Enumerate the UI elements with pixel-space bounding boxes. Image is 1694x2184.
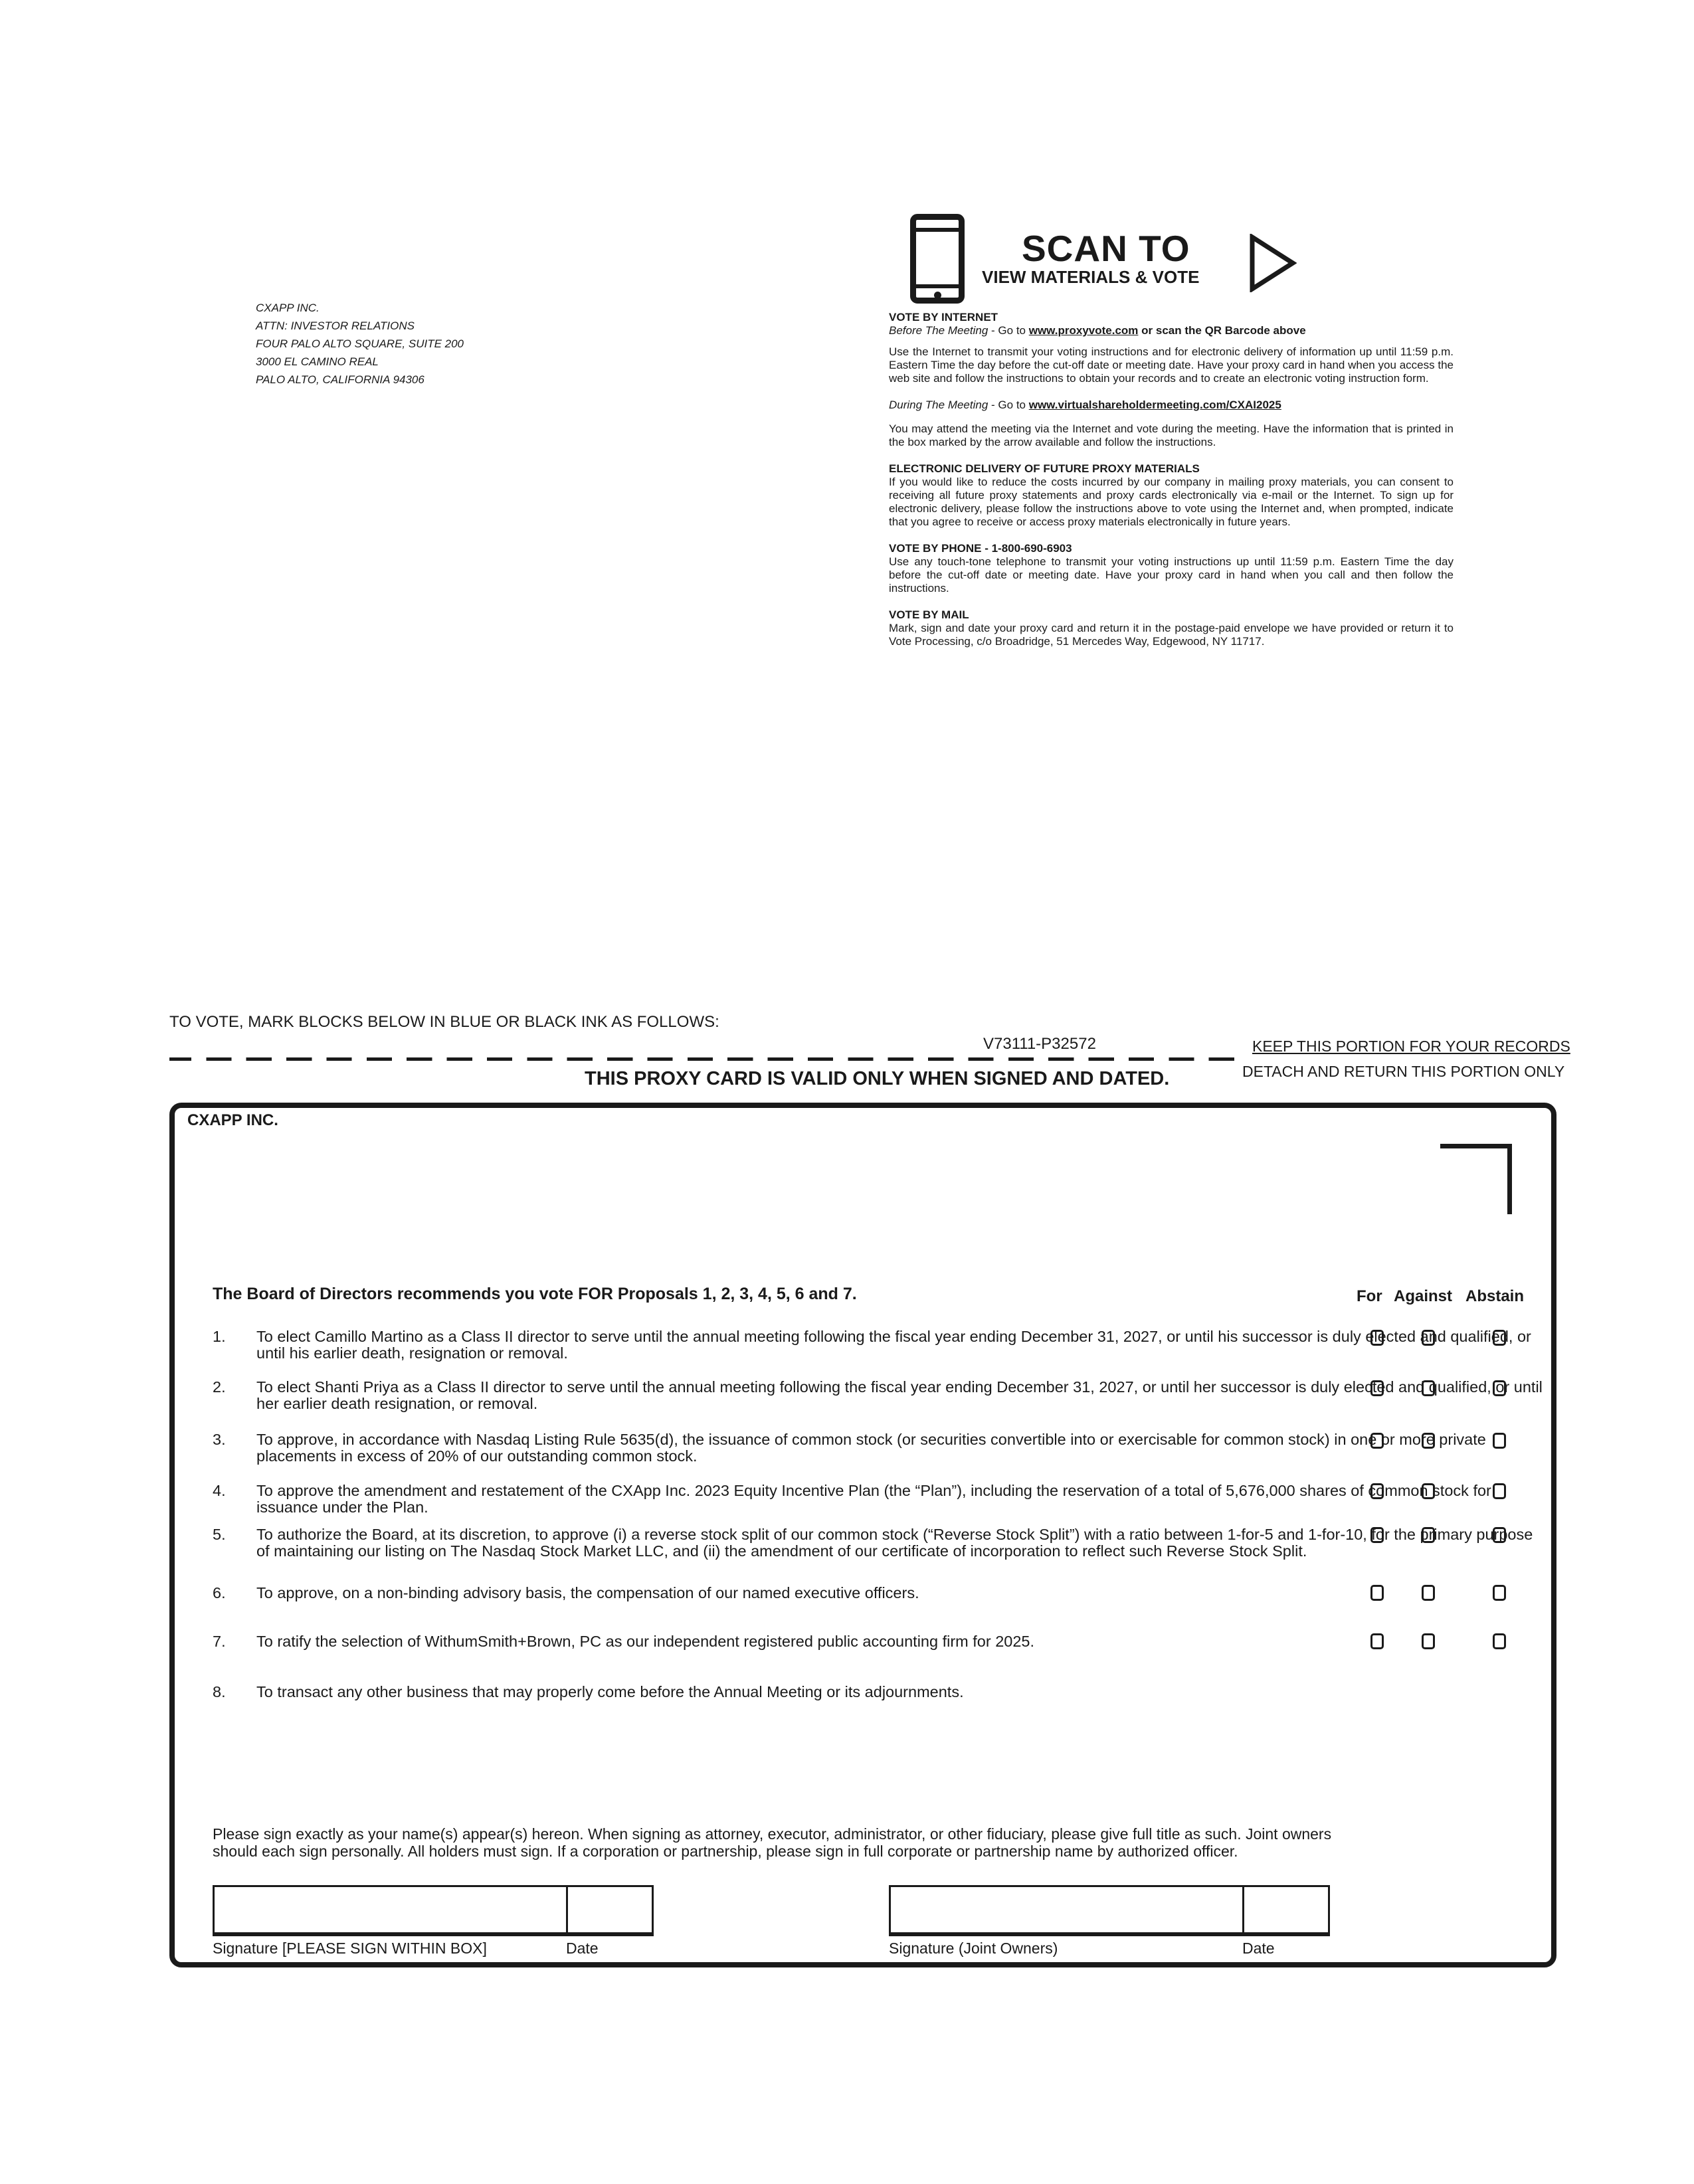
before-meeting-text: Use the Internet to transmit your voting instructions and for electronic delivery of information up until 11:59 p.m. Eastern Time the day before the cut-off date or meeting date. Have your proxy card in hand when you access the web site and follow the instructions to obtain your records and to create an electronic voting instruction form. xyxy=(889,345,1454,385)
vote-for-checkbox[interactable] xyxy=(1370,1380,1384,1396)
joint-date-label: Date xyxy=(1242,1940,1275,1957)
proposal-text: To approve, in accordance with Nasdaq Listing Rule 5635(d), the issuance of common stock (or securities convertible into or exercisable for common stock) in one or more private placements in excess of 20% of our outstanding common stock. xyxy=(256,1431,1486,1465)
valid-notice: THIS PROXY CARD IS VALID ONLY WHEN SIGNED AND DATED. xyxy=(585,1068,1170,1089)
proposal-number: 4. xyxy=(213,1482,226,1499)
vote-against-checkbox[interactable] xyxy=(1422,1330,1435,1346)
smartphone-icon xyxy=(910,214,965,304)
during-goto: - Go to xyxy=(988,399,1029,411)
mark-instructions: TO VOTE, MARK BLOCKS BELOW IN BLUE OR BLACK INK AS FOLLOWS: xyxy=(169,1013,719,1031)
vote-for-checkbox[interactable] xyxy=(1370,1585,1384,1601)
proposal-text: To elect Camillo Martino as a Class II director to serve until the annual meeting following the fiscal year ending December 31, 2027, or until his successor is duly elected and qualified, or until his earlier death, resignation or removal. xyxy=(256,1328,1531,1362)
proposal-number: 1. xyxy=(213,1328,226,1345)
vote-phone-text: Use any touch-tone telephone to transmit your voting instructions up until 11:59 p.m. Eastern Time the day before the cut-off date or meeting date. Have your proxy card in hand when you call and then follow the instructions. xyxy=(889,555,1454,594)
vote-against-checkbox[interactable] xyxy=(1422,1633,1435,1649)
column-abstain-header: Abstain xyxy=(1465,1287,1525,1305)
address-line: FOUR PALO ALTO SQUARE, SUITE 200 xyxy=(256,337,464,350)
vote-abstain-checkbox[interactable] xyxy=(1493,1527,1506,1543)
before-meeting-lead: Before The Meeting xyxy=(889,324,988,337)
card-company-name: CXAPP INC. xyxy=(187,1111,278,1129)
proposal-number: 6. xyxy=(213,1584,226,1601)
vote-mail-text: Mark, sign and date your proxy card and return it in the postage-paid envelope we have provided or return it to Vote Processing, c/o Broadridge, 51 Mercedes Way, Edgewood, NY 11717. xyxy=(889,622,1454,648)
return-address xyxy=(256,299,464,389)
vote-for-checkbox[interactable] xyxy=(1370,1330,1384,1346)
vote-against-checkbox[interactable] xyxy=(1422,1433,1435,1449)
joint-signature-label: Signature (Joint Owners) xyxy=(889,1940,1058,1957)
vote-against-checkbox[interactable] xyxy=(1422,1527,1435,1543)
proposal-number: 7. xyxy=(213,1633,226,1650)
proposal-number: 5. xyxy=(213,1526,226,1543)
address-line: PALO ALTO, CALIFORNIA 94306 xyxy=(256,373,424,386)
proposal-text: To elect Shanti Priya as a Class II director to serve until the annual meeting following the fiscal year ending December 31, 2027, or until her successor is duly elected and qualified, or until her earlier death resignation, or removal. xyxy=(256,1378,1543,1412)
vote-abstain-checkbox[interactable] xyxy=(1493,1380,1506,1396)
proposal-text: To transact any other business that may properly come before the Annual Meeting or its adjournments. xyxy=(256,1683,964,1700)
vote-internet-heading: VOTE BY INTERNET xyxy=(889,311,998,323)
edelivery-heading: ELECTRONIC DELIVERY OF FUTURE PROXY MATERIALS xyxy=(889,462,1200,475)
corner-mark xyxy=(1440,1144,1512,1214)
proposal-text: To ratify the selection of WithumSmith+Brown, PC as our independent registered public accounting firm for 2025. xyxy=(256,1633,1035,1650)
vote-abstain-checkbox[interactable] xyxy=(1493,1483,1506,1499)
address-line: ATTN: INVESTOR RELATIONS xyxy=(256,319,415,332)
detach-line xyxy=(169,1057,1240,1061)
board-recommendation: The Board of Directors recommends you vote FOR Proposals 1, 2, 3, 4, 5, 6 and 7. xyxy=(213,1285,857,1303)
before-goto: - Go to xyxy=(988,324,1029,337)
scan-subtitle: VIEW MATERIALS & VOTE xyxy=(982,267,1200,287)
vote-for-checkbox[interactable] xyxy=(1370,1633,1384,1649)
before-tail: or scan the QR Barcode above xyxy=(1138,324,1306,337)
during-meeting-lead: During The Meeting xyxy=(889,399,988,411)
vote-for-checkbox[interactable] xyxy=(1370,1483,1384,1499)
proposal-number: 3. xyxy=(213,1431,226,1448)
vote-for-checkbox[interactable] xyxy=(1370,1433,1384,1449)
virtual-meeting-link[interactable]: www.virtualshareholdermeeting.com/CXAI2025 xyxy=(1028,399,1281,411)
signature-instructions: Please sign exactly as your name(s) appear(s) hereon. When signing as attorney, executor, administrator, or other fiduciary, please give full title as such. Joint owners should each sign personally. All holders must sign. If a corporation or partnership, please sign in full corporate or partnership name by authorized officer. xyxy=(213,1825,1332,1860)
edelivery-text: If you would like to reduce the costs incurred by our company in mailing proxy materials, you can consent to receiving all future proxy statements and proxy cards electronically via e-mail or the Internet. To sign up for electronic delivery, please follow the instructions above to vote using the Internet and, when prompted, indicate that you agree to receive or access proxy materials electronically in future years. xyxy=(889,476,1454,528)
vote-abstain-checkbox[interactable] xyxy=(1493,1433,1506,1449)
signature-label: Signature [PLEASE SIGN WITHIN BOX] xyxy=(213,1940,487,1957)
vote-abstain-checkbox[interactable] xyxy=(1493,1585,1506,1601)
vote-abstain-checkbox[interactable] xyxy=(1493,1330,1506,1346)
before-meeting-line xyxy=(889,324,1454,337)
proposal-text: To approve, on a non-binding advisory basis, the compensation of our named executive officers. xyxy=(256,1584,919,1601)
proposal-number: 8. xyxy=(213,1683,226,1700)
detach-portion-text: DETACH AND RETURN THIS PORTION ONLY xyxy=(1242,1063,1565,1080)
voting-instructions xyxy=(889,311,1454,662)
vote-abstain-checkbox[interactable] xyxy=(1493,1633,1506,1649)
column-for-header: For xyxy=(1357,1287,1382,1305)
vote-against-checkbox[interactable] xyxy=(1422,1483,1435,1499)
address-line: CXAPP INC. xyxy=(256,302,320,314)
scan-title: SCAN TO xyxy=(1022,228,1190,269)
date-label: Date xyxy=(566,1940,599,1957)
joint-date-divider xyxy=(1242,1885,1244,1932)
during-meeting-text: You may attend the meeting via the Internet and vote during the meeting. Have the information that is printed in the box marked by the arrow available and follow the instructions. xyxy=(889,422,1454,448)
during-meeting-line xyxy=(889,399,1454,412)
proxyvote-link[interactable]: www.proxyvote.com xyxy=(1028,324,1139,337)
play-arrow-icon xyxy=(1249,234,1297,292)
vote-phone-heading: VOTE BY PHONE - 1-800-690-6903 xyxy=(889,542,1072,555)
vote-for-checkbox[interactable] xyxy=(1370,1527,1384,1543)
proposal-text: To authorize the Board, at its discretion, to approve (i) a reverse stock split of our common stock (“Reverse Stock Split”) with a ratio between 1-for-5 and 1-for-10, for the primary purpose of maintaining our listing on The Nasdaq Stock Market LLC, and (ii) the amendment of our certificate of incorporation to reflect such Reverse Stock Split. xyxy=(256,1526,1533,1560)
keep-portion-text: KEEP THIS PORTION FOR YOUR RECORDS xyxy=(1252,1038,1570,1055)
control-code: V73111-P32572 xyxy=(983,1035,1096,1053)
vote-against-checkbox[interactable] xyxy=(1422,1585,1435,1601)
signature-date-divider xyxy=(566,1885,568,1932)
address-line: 3000 EL CAMINO REAL xyxy=(256,355,379,368)
vote-mail-heading: VOTE BY MAIL xyxy=(889,608,969,621)
joint-signature-box[interactable] xyxy=(889,1885,1330,1936)
signature-box[interactable] xyxy=(213,1885,654,1936)
proposal-number: 2. xyxy=(213,1378,226,1396)
proposal-text: To approve the amendment and restatement of the CXApp Inc. 2023 Equity Incentive Plan (the “Plan”), including the reservation of a total of 5,676,000 shares of common stock for issuance under the Plan. xyxy=(256,1482,1491,1516)
vote-against-checkbox[interactable] xyxy=(1422,1380,1435,1396)
column-against-header: Against xyxy=(1394,1287,1453,1305)
